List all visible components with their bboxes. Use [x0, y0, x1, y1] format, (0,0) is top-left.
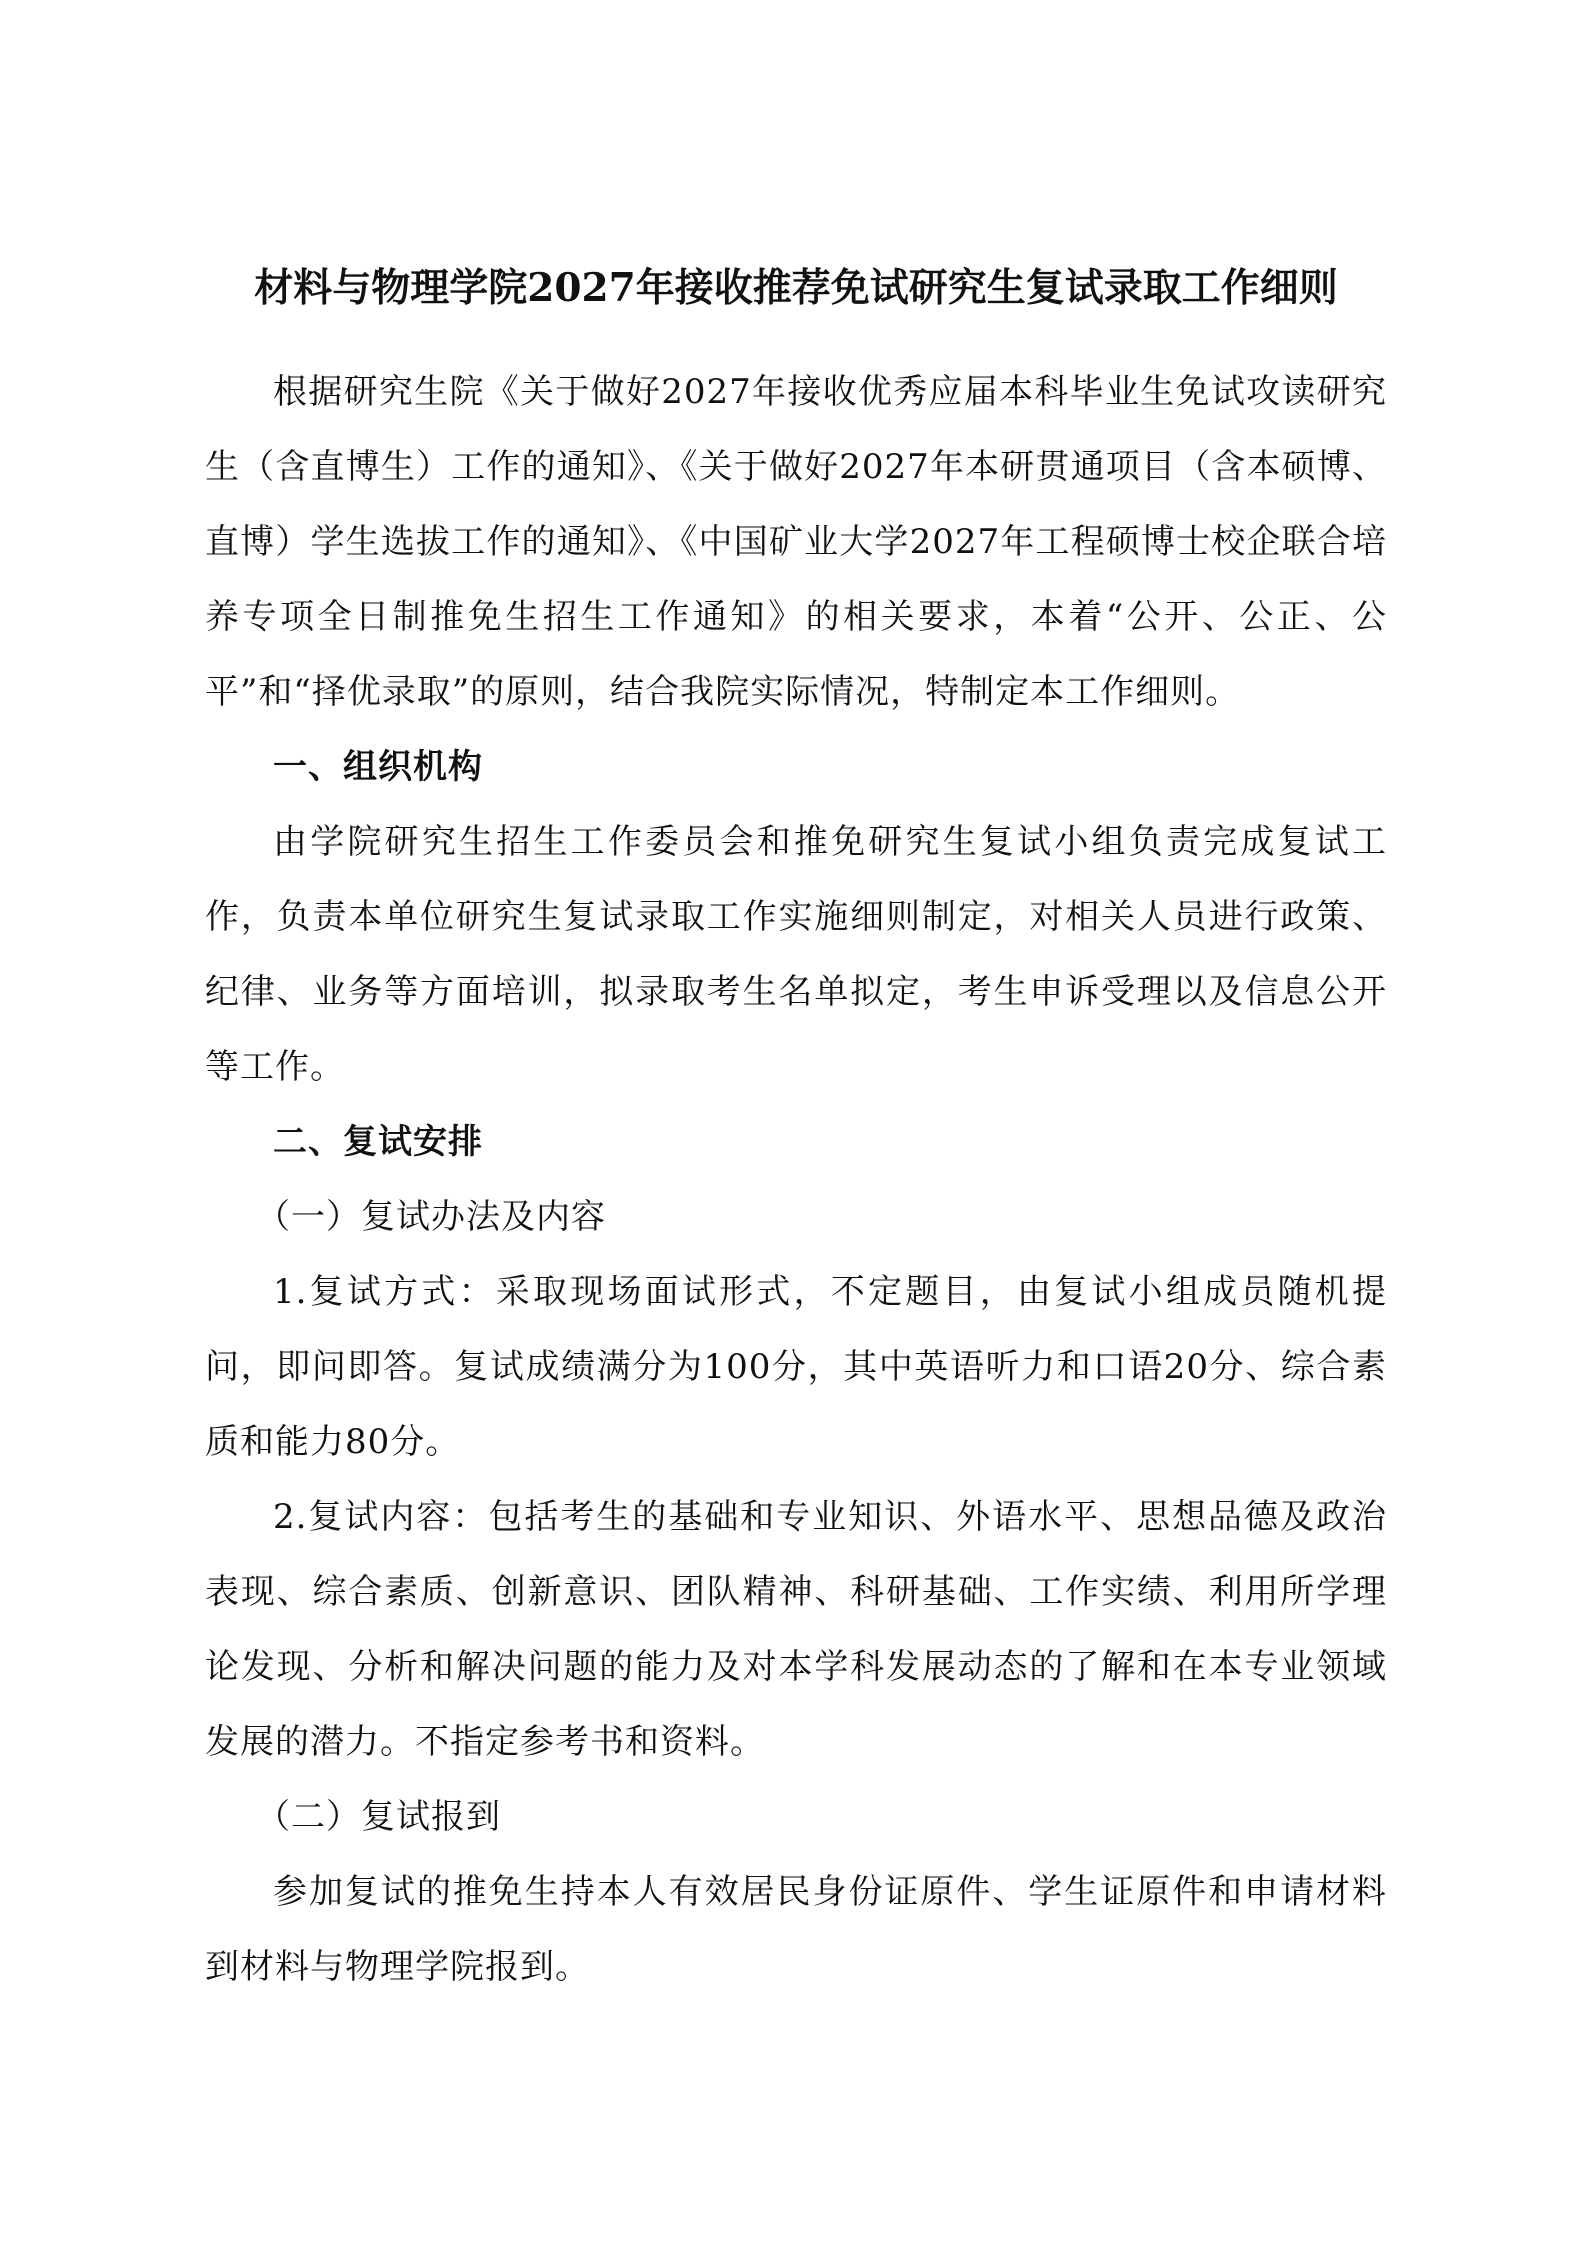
document-title: 材料与物理学院2027年接收推荐免试研究生复试录取工作细则: [254, 265, 1338, 311]
section-heading-retest: 二、复试安排: [273, 1122, 483, 1162]
subsection-heading-method: （一）复试办法及内容: [256, 1197, 606, 1237]
registration-paragraph: 参加复试的推免生持本人有效居民身份证原件、学生证原件和申请材料到材料与物理学院报到。: [205, 1872, 1387, 1987]
subsection-heading-registration: （二）复试报到: [256, 1797, 501, 1837]
content-paragraph: 2.复试内容：包括考生的基础和专业知识、外语水平、思想品德及政治表现、综合素质、创新意识、团队精神、科研基础、工作实绩、利用所学理论发现、分析和解决问题的能力及对本学科发展动态的了解和在本专业领域发展的潜力。不指定参考书和资料。: [205, 1497, 1387, 1762]
section-heading-organization: 一、组织机构: [273, 747, 483, 787]
intro-paragraph: 根据研究生院《关于做好2027年接收优秀应届本科毕业生免试攻读研究生（含直博生）工作的通知》、《关于做好2027年本研贯通项目（含本硕博、直博）学生选拔工作的通知》、《中国矿业大学2027年工程硕博士校企联合培养专项全日制推免生招生工作通知》的相关要求，本着“公开、公正、公平”和“择优录取”的原则，结合我院实际情况，特制定本工作细则。: [205, 372, 1387, 712]
document-body: [205, 355, 1387, 2005]
organization-paragraph: 由学院研究生招生工作委员会和推免研究生复试小组负责完成复试工作，负责本单位研究生复试录取工作实施细则制定，对相关人员进行政策、纪律、业务等方面培训，拟录取考生名单拟定，考生申诉受理以及信息公开等工作。: [205, 822, 1387, 1087]
method-paragraph: 1.复试方式：采取现场面试形式，不定题目，由复试小组成员随机提问，即问即答。复试成绩满分为100分，其中英语听力和口语20分、综合素质和能力80分。: [205, 1272, 1387, 1462]
